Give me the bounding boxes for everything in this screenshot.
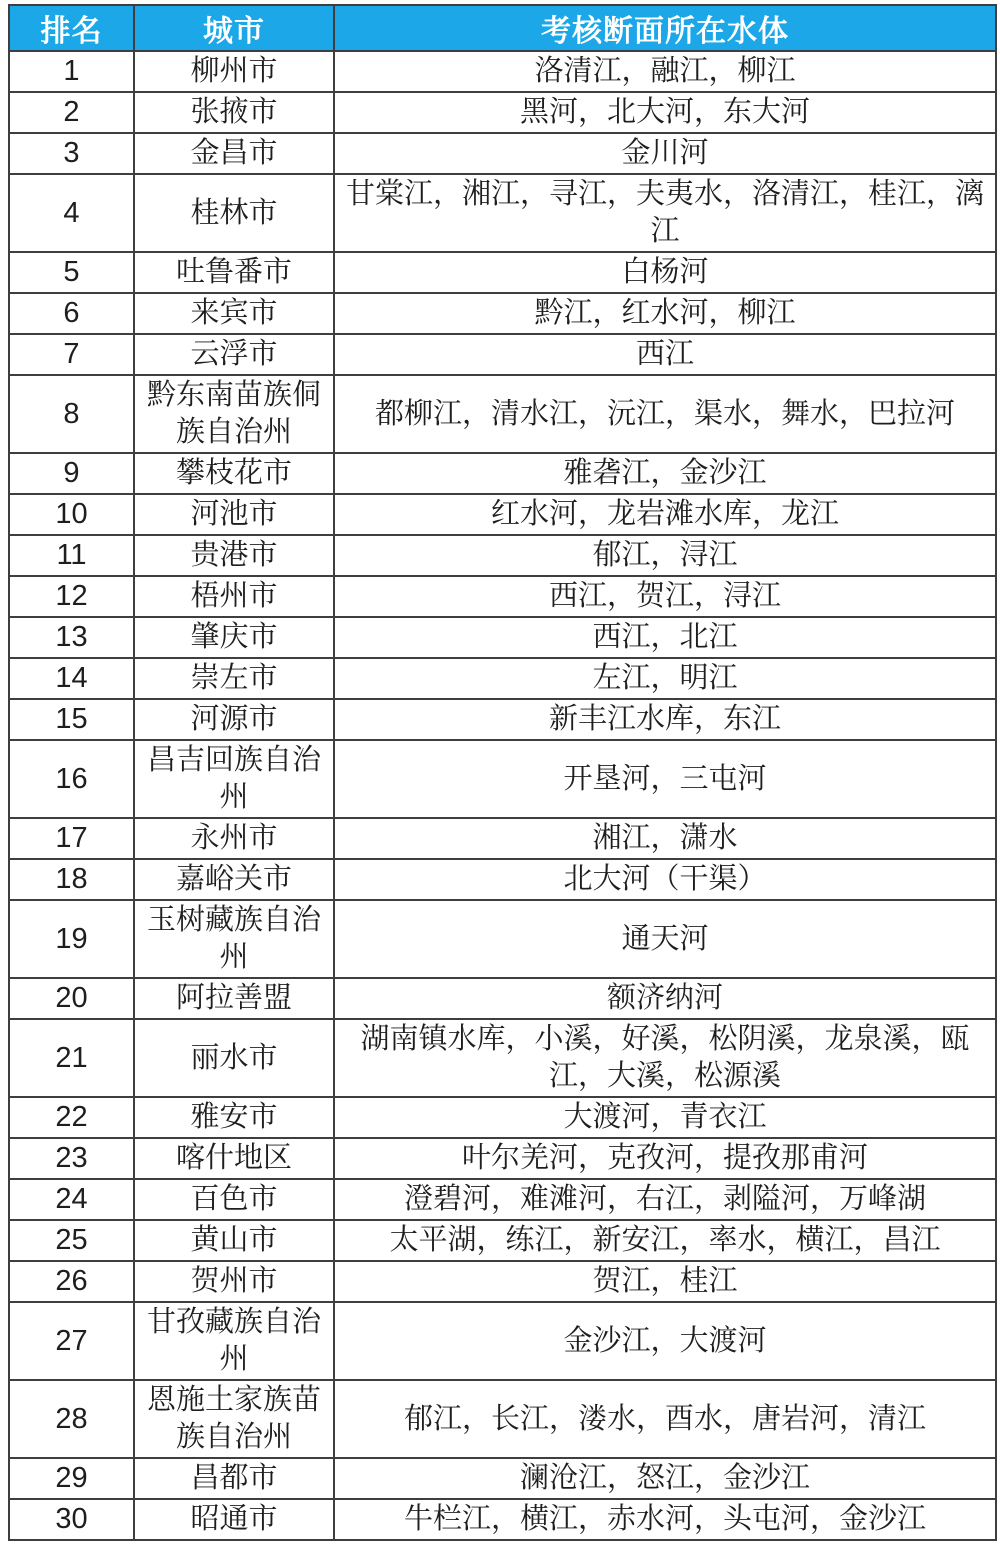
city-cell: 桂林市 (134, 174, 334, 252)
city-cell: 永州市 (134, 818, 334, 859)
rank-cell: 11 (9, 535, 134, 576)
rank-cell: 30 (9, 1499, 134, 1540)
city-cell: 肇庆市 (134, 617, 334, 658)
table-row (9, 1302, 996, 1380)
table-row (9, 658, 996, 699)
city-cell: 金昌市 (134, 133, 334, 174)
waters-cell: 新丰江水库，东江 (334, 699, 996, 740)
rank-cell: 28 (9, 1380, 134, 1458)
rank-cell: 27 (9, 1302, 134, 1380)
waters-cell: 西江，北江 (334, 617, 996, 658)
city-water-ranking-table (8, 4, 997, 1541)
rank-cell: 17 (9, 818, 134, 859)
table-row (9, 1220, 996, 1261)
rank-cell: 24 (9, 1179, 134, 1220)
city-cell: 甘孜藏族自治州 (134, 1302, 334, 1380)
table-row (9, 293, 996, 334)
table-row (9, 978, 996, 1019)
city-cell: 柳州市 (134, 51, 334, 92)
waters-cell: 雅砻江，金沙江 (334, 453, 996, 494)
waters-cell: 洛清江，融江，柳江 (334, 51, 996, 92)
city-cell: 河池市 (134, 494, 334, 535)
waters-cell: 澜沧江，怒江，金沙江 (334, 1458, 996, 1499)
waters-cell: 通天河 (334, 900, 996, 978)
rank-cell: 15 (9, 699, 134, 740)
table-row (9, 617, 996, 658)
waters-cell: 贺江，桂江 (334, 1261, 996, 1302)
table-row (9, 1019, 996, 1097)
table-row (9, 133, 996, 174)
rank-cell: 26 (9, 1261, 134, 1302)
city-cell: 昌吉回族自治州 (134, 740, 334, 818)
rank-cell: 4 (9, 174, 134, 252)
city-cell: 恩施土家族苗族自治州 (134, 1380, 334, 1458)
header-city: 城市 (134, 5, 334, 51)
table-row (9, 1179, 996, 1220)
waters-cell: 白杨河 (334, 252, 996, 293)
rank-cell: 29 (9, 1458, 134, 1499)
city-cell: 昌都市 (134, 1458, 334, 1499)
table-row (9, 375, 996, 453)
city-cell: 黄山市 (134, 1220, 334, 1261)
table-row (9, 334, 996, 375)
rank-cell: 7 (9, 334, 134, 375)
rank-cell: 2 (9, 92, 134, 133)
table-row (9, 818, 996, 859)
rank-cell: 5 (9, 252, 134, 293)
city-cell: 百色市 (134, 1179, 334, 1220)
table-row (9, 453, 996, 494)
table-row (9, 740, 996, 818)
city-cell: 河源市 (134, 699, 334, 740)
rank-cell: 14 (9, 658, 134, 699)
waters-cell: 黑河，北大河，东大河 (334, 92, 996, 133)
table-header (9, 5, 996, 51)
waters-cell: 西江，贺江，浔江 (334, 576, 996, 617)
city-cell: 贺州市 (134, 1261, 334, 1302)
waters-cell: 牛栏江，横江，赤水河，头屯河，金沙江 (334, 1499, 996, 1540)
rank-cell: 16 (9, 740, 134, 818)
waters-cell: 叶尔羌河，克孜河，提孜那甫河 (334, 1138, 996, 1179)
waters-cell: 西江 (334, 334, 996, 375)
rank-cell: 13 (9, 617, 134, 658)
rank-cell: 22 (9, 1097, 134, 1138)
rank-cell: 1 (9, 51, 134, 92)
table-row (9, 1458, 996, 1499)
city-cell: 昭通市 (134, 1499, 334, 1540)
rank-cell: 12 (9, 576, 134, 617)
waters-cell: 左江，明江 (334, 658, 996, 699)
waters-cell: 额济纳河 (334, 978, 996, 1019)
rank-cell: 25 (9, 1220, 134, 1261)
table-row (9, 92, 996, 133)
waters-cell: 开垦河，三屯河 (334, 740, 996, 818)
city-cell: 嘉峪关市 (134, 859, 334, 900)
city-cell: 喀什地区 (134, 1138, 334, 1179)
table-row (9, 1499, 996, 1540)
waters-cell: 北大河（干渠） (334, 859, 996, 900)
waters-cell: 太平湖，练江，新安江，率水，横江，昌江 (334, 1220, 996, 1261)
rank-cell: 21 (9, 1019, 134, 1097)
table-row (9, 900, 996, 978)
table-row (9, 1097, 996, 1138)
table-row (9, 174, 996, 252)
rank-cell: 19 (9, 900, 134, 978)
city-cell: 吐鲁番市 (134, 252, 334, 293)
city-cell: 黔东南苗族侗族自治州 (134, 375, 334, 453)
header-row (9, 5, 996, 51)
rank-cell: 20 (9, 978, 134, 1019)
table-row (9, 51, 996, 92)
table-row (9, 494, 996, 535)
rank-cell: 23 (9, 1138, 134, 1179)
table-row (9, 699, 996, 740)
city-cell: 来宾市 (134, 293, 334, 334)
city-cell: 崇左市 (134, 658, 334, 699)
table-row (9, 576, 996, 617)
rank-cell: 3 (9, 133, 134, 174)
waters-cell: 郁江，浔江 (334, 535, 996, 576)
city-cell: 张掖市 (134, 92, 334, 133)
waters-cell: 郁江，长江，溇水，酉水，唐岩河，清江 (334, 1380, 996, 1458)
city-cell: 玉树藏族自治州 (134, 900, 334, 978)
city-cell: 梧州市 (134, 576, 334, 617)
rank-cell: 10 (9, 494, 134, 535)
rank-cell: 6 (9, 293, 134, 334)
city-cell: 攀枝花市 (134, 453, 334, 494)
rank-cell: 8 (9, 375, 134, 453)
rank-cell: 9 (9, 453, 134, 494)
table-row (9, 1138, 996, 1179)
city-cell: 丽水市 (134, 1019, 334, 1097)
city-cell: 阿拉善盟 (134, 978, 334, 1019)
table-body (9, 51, 996, 1540)
waters-cell: 金沙江，大渡河 (334, 1302, 996, 1380)
city-cell: 雅安市 (134, 1097, 334, 1138)
waters-cell: 澄碧河，难滩河，右江，剥隘河，万峰湖 (334, 1179, 996, 1220)
waters-cell: 大渡河，青衣江 (334, 1097, 996, 1138)
header-waters: 考核断面所在水体 (334, 5, 996, 51)
waters-cell: 黔江，红水河，柳江 (334, 293, 996, 334)
table-row (9, 1261, 996, 1302)
waters-cell: 湖南镇水库，小溪，好溪，松阴溪，龙泉溪，瓯江，大溪，松源溪 (334, 1019, 996, 1097)
table-row (9, 859, 996, 900)
table-row (9, 1380, 996, 1458)
table-row (9, 535, 996, 576)
rank-cell: 18 (9, 859, 134, 900)
waters-cell: 都柳江，清水江，沅江，渠水，舞水，巴拉河 (334, 375, 996, 453)
header-rank: 排名 (9, 5, 134, 51)
waters-cell: 湘江，潇水 (334, 818, 996, 859)
waters-cell: 红水河，龙岩滩水库，龙江 (334, 494, 996, 535)
city-cell: 贵港市 (134, 535, 334, 576)
table-row (9, 252, 996, 293)
waters-cell: 金川河 (334, 133, 996, 174)
city-cell: 云浮市 (134, 334, 334, 375)
waters-cell: 甘棠江，湘江，寻江，夫夷水，洛清江，桂江，漓江 (334, 174, 996, 252)
